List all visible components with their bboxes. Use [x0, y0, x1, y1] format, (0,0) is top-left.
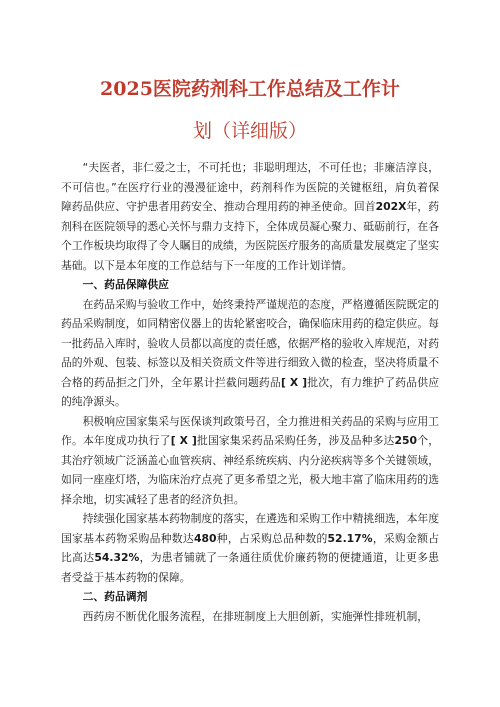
section-2-paragraph-1: 西药房不断优化服务流程，在排班制度上大胆创新，实施弹性排班机制，	[82, 609, 429, 623]
section-1-paragraph-2	[61, 412, 439, 510]
s1p2-text-3: 个，其治疗领域广泛涵盖心血管疾病、神经系统疾病、内分泌疾病等多个关键领域，如同一座座灯塔，为临床治疗点亮了更多希望之光，极大地丰富了临床用药的选择余地，切实减轻了患者的经济负担。	[61, 434, 440, 506]
s1p3-variety-count: 480	[193, 531, 217, 545]
s1p2-batch-count: [ X ]	[170, 434, 197, 447]
s1p2-variety-count: 250	[394, 434, 418, 447]
section-1-paragraph-3	[61, 509, 439, 587]
s1p1-count: [ X ]	[280, 375, 308, 389]
section-1-heading: 一、药品保障供应	[82, 278, 169, 291]
document-title-line-2: 划（详细版）	[192, 120, 307, 142]
s1p1-text-2: 批次，有力维护了药品供应的纯净源头。	[61, 375, 440, 408]
s1p3-variety-share: 52.17%	[327, 531, 373, 545]
intro-text-1: “夫医者，非仁爱之士，不可托也；非聪明理达，不可任也；非廉洁淳良，不可信也。”在医疗行业的漫漫征途中，药剂科作为医院的关键枢纽，肩负着保障药品供应、守护患者用药安全、推动合理用药的神圣使命。回首	[61, 161, 439, 213]
intro-text-2: 年，药剂科在医院领导的悉心关怀与鼎力支持下，全体成员凝心聚力、砥砺前行，在各个工作板块均取得了令人瞩目的成绩，为医院医疗服务的高质量发展奠定了坚实基础。以下是本年度的工作总结与下一年度的工作计划详情。	[61, 200, 440, 272]
s1p2-text-1: 积极响应国家集采与医保谈判政策号召，全力推进相关药品的采购与应用工作。本年度成功执行了	[61, 414, 439, 447]
document-body	[61, 158, 439, 626]
s1p3-text-4: ，为患者铺就了一条通往质优价廉药物的便捷通道，让更多患者受益于基本药物的保障。	[61, 551, 440, 584]
intro-year: 202X	[375, 200, 407, 213]
s1p1-text-1: 在药品采购与验收工作中，始终秉持严谨规范的态度，严格遵循医院既定的药品采购制度，如同精密仪器上的齿轮紧密咬合，确保临床用药的稳定供应。每一批药品入库时，验收人员都以高度的责任感，依据严格的验收入库规范，对药品的外观、包装、标签以及相关资质文件等进行细致入微的检查，坚决将质量不合格的药品拒之门外，全年累计拦截问题药品	[61, 297, 439, 389]
s1p2-text-2: 批国家集采药品采购任务，涉及品种多达	[196, 434, 395, 447]
s1p3-text-3: ，采购金额占比高达	[61, 531, 439, 564]
section-1-paragraph-1	[61, 295, 439, 412]
document-title-line-1: 2025医院药剂科工作总结及工作计	[100, 78, 400, 100]
section-2-heading: 二、药品调剂	[82, 590, 148, 603]
s1p3-text-1: 持续强化国家基本药物制度的落实，在遴选和采购工作中精挑细选，本年度国家基本药物采购品种数达	[61, 512, 439, 545]
s1p3-text-2: 种，占采购总品种数的	[216, 531, 328, 545]
intro-paragraph	[61, 158, 439, 275]
s1p3-amount-share: 54.32%	[94, 551, 140, 564]
